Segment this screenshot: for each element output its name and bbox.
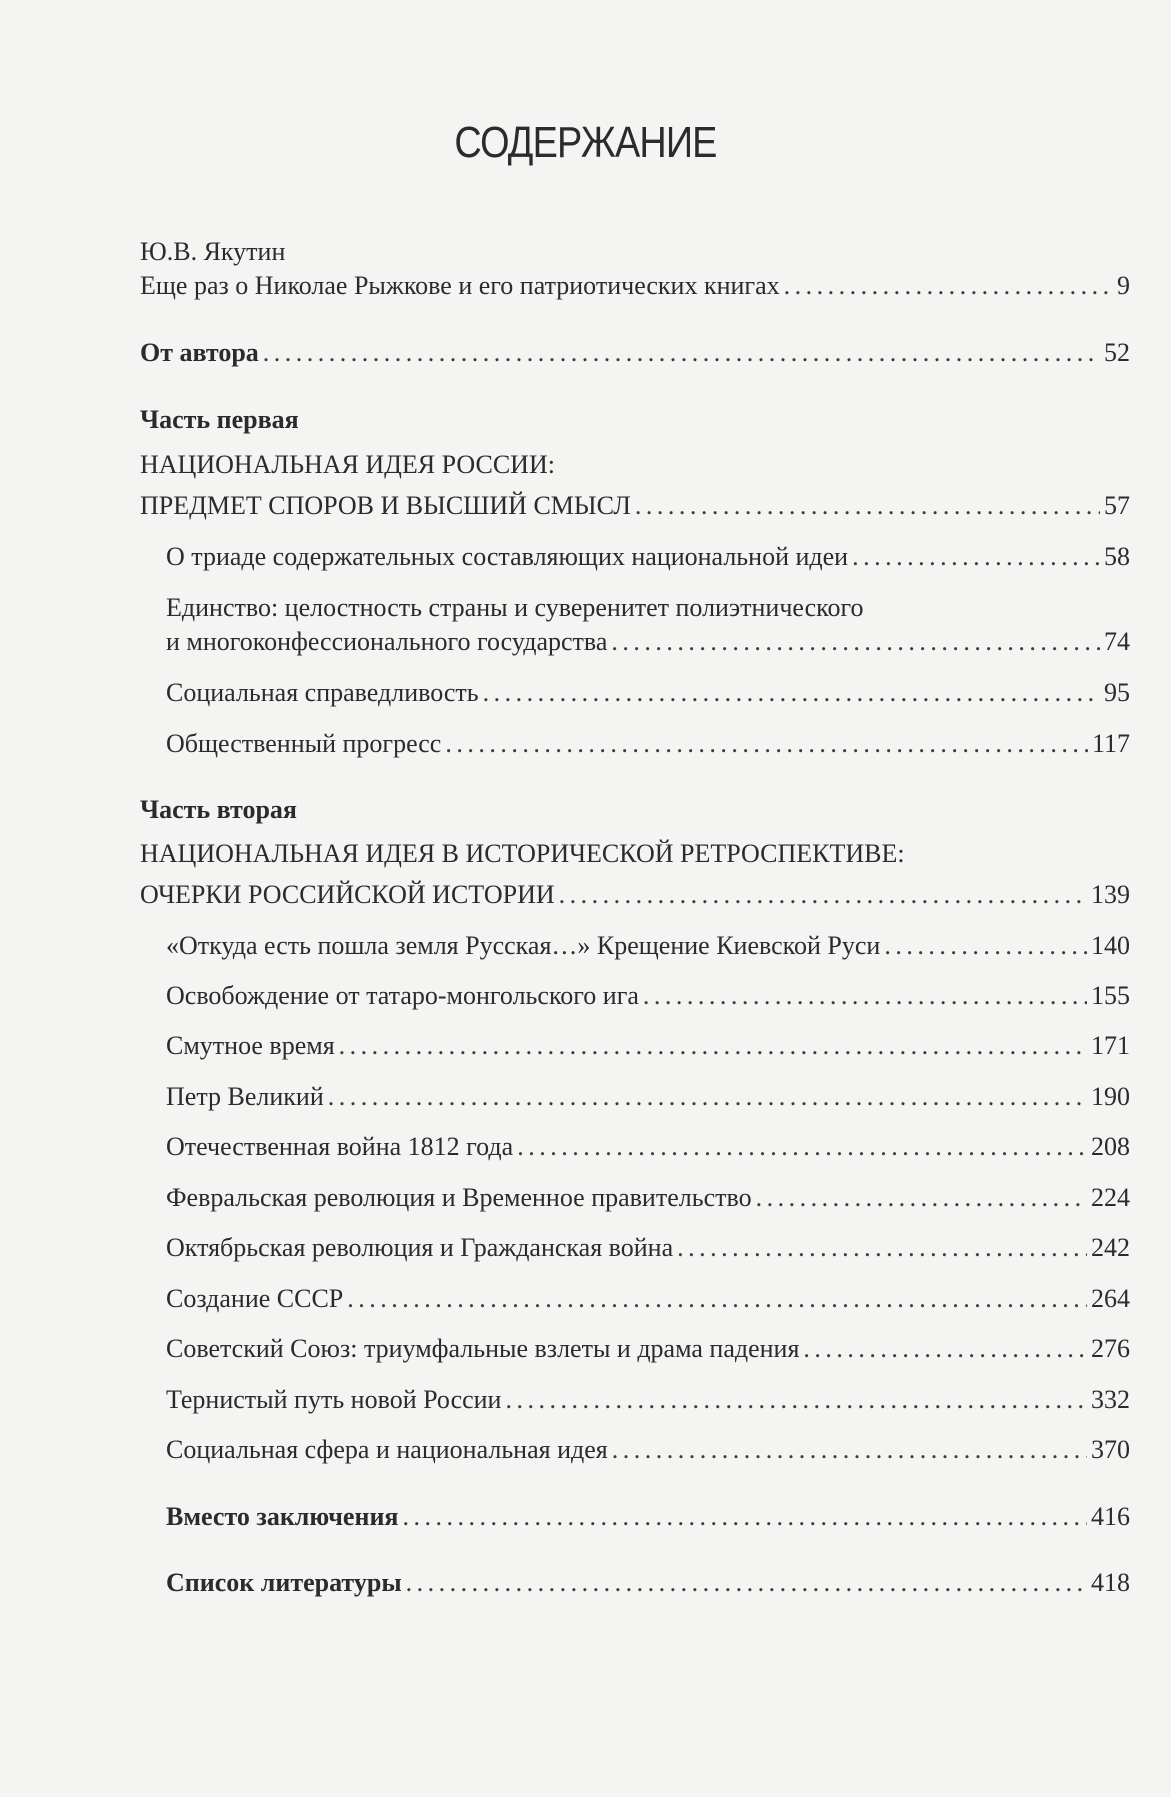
entry-page: 208 [1091, 1132, 1130, 1161]
entry-title: О триаде содержательных составляющих национальной идеи [166, 542, 849, 571]
leader-dots [852, 541, 1100, 573]
leader-dots [403, 1501, 1087, 1533]
entry-page: 224 [1091, 1183, 1130, 1212]
entry-title: Социальная справедливость [166, 678, 479, 707]
entry-title: Социальная сфера и национальная идея [166, 1435, 608, 1464]
entry-page: 117 [1091, 729, 1130, 758]
leader-dots [483, 677, 1100, 709]
entry-page: 9 [1117, 271, 1130, 300]
entry-page: 190 [1091, 1082, 1130, 1111]
entry-page: 171 [1091, 1031, 1130, 1060]
entry-title: Освобождение от татаро-монгольского ига [166, 981, 639, 1010]
leader-dots [803, 1333, 1087, 1365]
entry-title: «Откуда есть пошла земля Русская…» Крещение Киевской Руси [166, 931, 881, 960]
toc-entry[interactable] [166, 1081, 1130, 1113]
leader-dots [559, 879, 1087, 911]
toc-entry[interactable] [166, 930, 1130, 962]
toc-entry[interactable] [166, 1384, 1130, 1416]
part2-label: Часть вторая [140, 795, 297, 824]
entry-title: От автора [140, 338, 259, 367]
entry-page: 140 [1091, 931, 1130, 960]
toc-entry-from-author[interactable] [140, 337, 1130, 369]
leader-dots [505, 1384, 1087, 1416]
leader-dots [612, 1434, 1087, 1466]
entry-title: Общественный прогресс [166, 729, 442, 758]
toc-entry-bibliography[interactable] [166, 1567, 1130, 1599]
entry-page: 52 [1104, 338, 1130, 367]
entry-page: 276 [1091, 1334, 1130, 1363]
toc-entry-part2[interactable] [140, 879, 1130, 911]
toc-entry[interactable] [166, 1131, 1130, 1163]
entry-title: ПРЕДМЕТ СПОРОВ И ВЫСШИЙ СМЫСЛ [140, 491, 631, 520]
page-title: СОДЕРЖАНИЕ [454, 118, 717, 167]
entry-title: Тернистый путь новой России [166, 1385, 502, 1414]
entry-title: Смутное время [166, 1031, 335, 1060]
entry-title: Октябрьская революция и Гражданская война [166, 1233, 674, 1262]
toc-entry-line1: Единство: целостность страны и суверенитет полиэтнического [166, 593, 864, 622]
toc-entry[interactable] [166, 1030, 1130, 1062]
leader-dots [517, 1131, 1087, 1163]
entry-page: 332 [1091, 1385, 1130, 1414]
toc-entry[interactable] [166, 626, 1130, 658]
entry-page: 370 [1091, 1435, 1130, 1464]
leader-dots [611, 626, 1100, 658]
leader-dots [328, 1081, 1087, 1113]
entry-page: 416 [1091, 1502, 1130, 1531]
part2-heading-line1: НАЦИОНАЛЬНАЯ ИДЕЯ В ИСТОРИЧЕСКОЙ РЕТРОСПЕКТИВЕ: [140, 839, 905, 868]
toc-entry[interactable] [166, 1333, 1130, 1365]
leader-dots [347, 1283, 1087, 1315]
toc-entry[interactable] [166, 541, 1130, 573]
leader-dots [784, 270, 1113, 302]
toc-entry-part1[interactable] [140, 490, 1130, 522]
leader-dots [884, 930, 1087, 962]
entry-title: ОЧЕРКИ РОССИЙСКОЙ ИСТОРИИ [140, 880, 555, 909]
part1-label: Часть первая [140, 405, 299, 434]
toc-entry[interactable] [166, 728, 1130, 760]
toc-entry[interactable] [166, 1182, 1130, 1214]
entry-page: 264 [1091, 1284, 1130, 1313]
toc-entry[interactable] [166, 1283, 1130, 1315]
entry-title: Советский Союз: триумфальные взлеты и драма падения [166, 1334, 800, 1363]
entry-title: Вместо заключения [166, 1502, 399, 1531]
entry-page: 139 [1091, 880, 1130, 909]
entry-title: и многоконфессионального государства [166, 627, 608, 656]
entry-page: 242 [1091, 1233, 1130, 1262]
intro-author: Ю.В. Якутин [140, 237, 286, 266]
toc-entry[interactable] [166, 1232, 1130, 1264]
toc-entry[interactable] [166, 1434, 1130, 1466]
entry-title: Список литературы [166, 1568, 402, 1597]
entry-title: Отечественная война 1812 года [166, 1132, 514, 1161]
part1-heading-line1: НАЦИОНАЛЬНАЯ ИДЕЯ РОССИИ: [140, 450, 555, 479]
entry-page: 74 [1104, 627, 1130, 656]
leader-dots [339, 1030, 1087, 1062]
entry-title: Создание СССР [166, 1284, 344, 1313]
entry-page: 57 [1104, 491, 1130, 520]
entry-page: 95 [1104, 678, 1130, 707]
entry-page: 155 [1091, 981, 1130, 1010]
leader-dots [756, 1182, 1087, 1214]
entry-title: Петр Великий [166, 1082, 324, 1111]
leader-dots [643, 980, 1087, 1012]
toc-entry-intro[interactable] [140, 270, 1130, 302]
toc-entry-conclusion[interactable] [166, 1501, 1130, 1533]
entry-title: Февральская революция и Временное правительство [166, 1183, 752, 1212]
leader-dots [635, 490, 1100, 522]
toc-entry[interactable] [166, 677, 1130, 709]
leader-dots [406, 1567, 1087, 1599]
leader-dots [677, 1232, 1087, 1264]
leader-dots [445, 728, 1088, 760]
entry-page: 418 [1091, 1568, 1130, 1597]
toc-entry[interactable] [166, 980, 1130, 1012]
entry-title: Еще раз о Николае Рыжкове и его патриотических книгах [140, 271, 780, 300]
leader-dots [263, 337, 1100, 369]
entry-page: 58 [1104, 542, 1130, 571]
